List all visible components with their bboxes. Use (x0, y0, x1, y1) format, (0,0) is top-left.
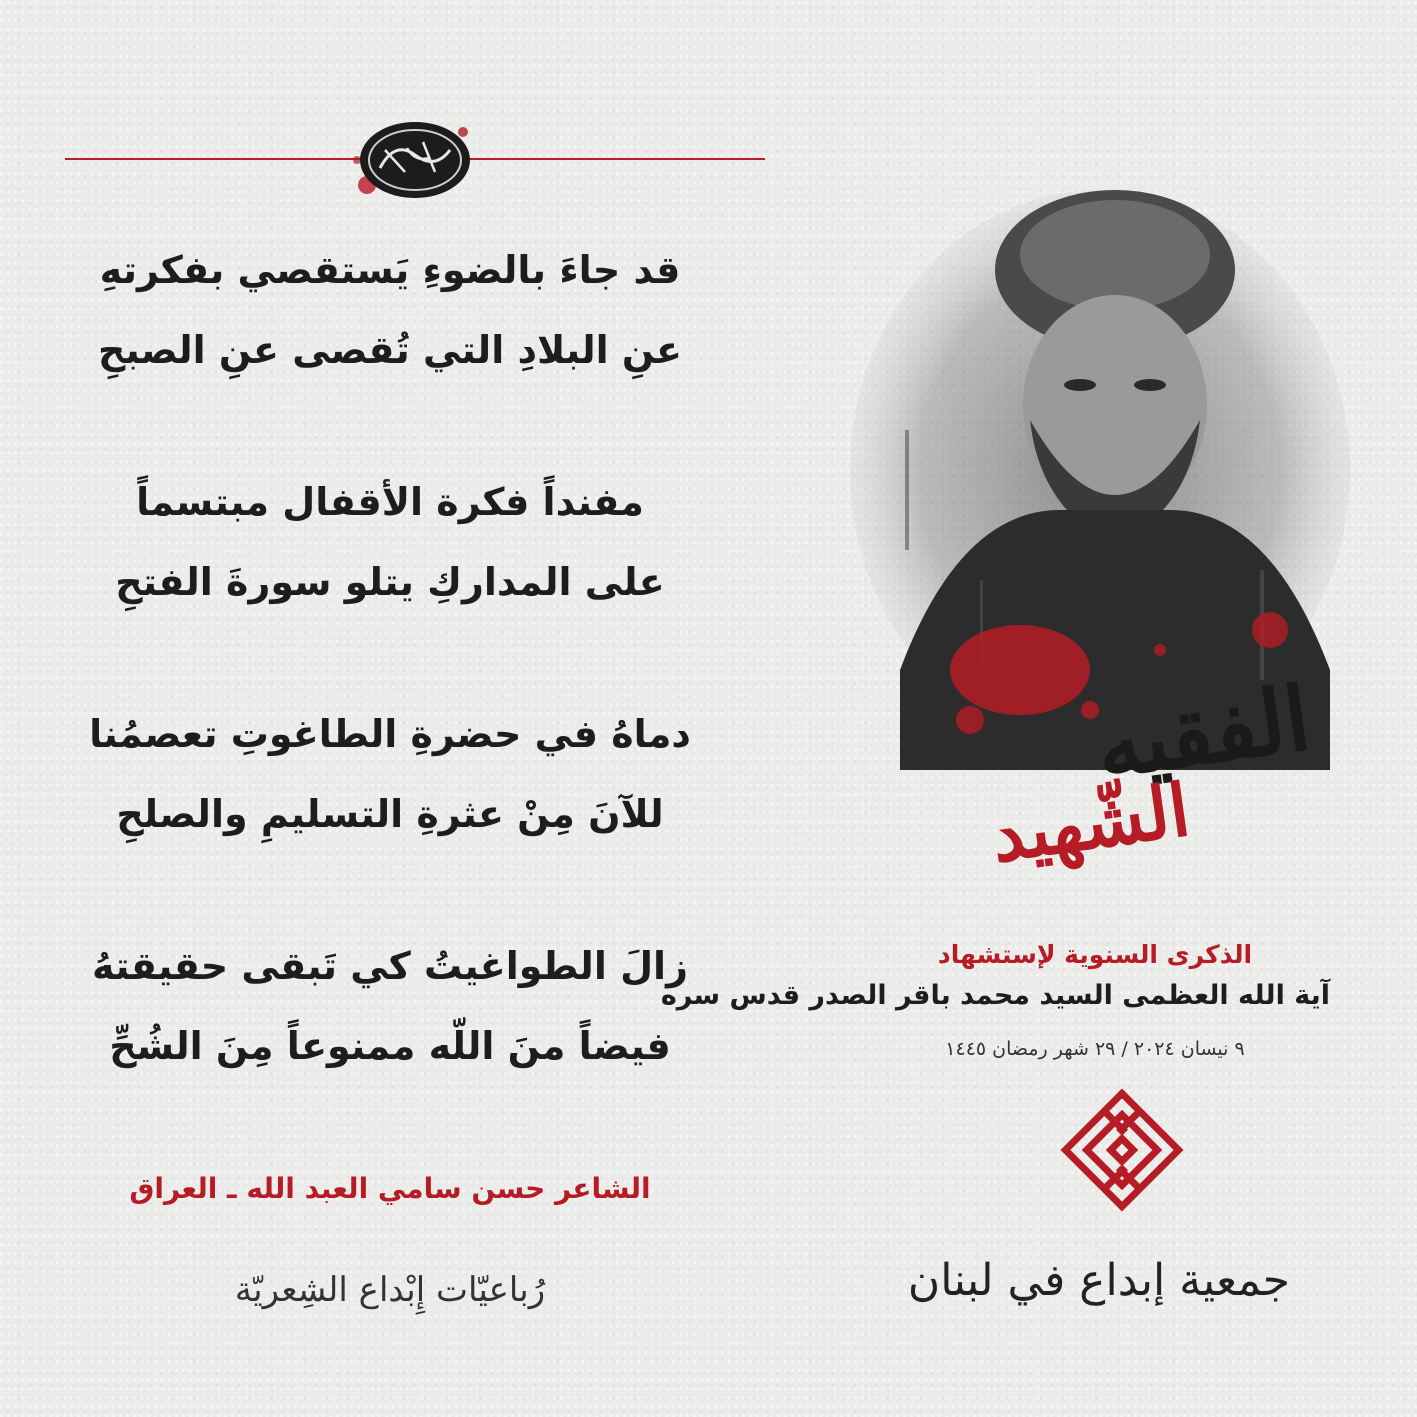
stanza-3 (60, 694, 720, 854)
verse: على المداركِ يتلو سورةَ الفتحِ (115, 560, 665, 604)
honoree-name: آية الله العظمى السيد محمد باقر الصدر قدس سره (660, 980, 1330, 1011)
society-logo: جمعية إبداع في لبنان (907, 1255, 1290, 1306)
verse: فيضاً منَ اللّه ممنوعاً مِنَ الشُحِّ (109, 1024, 671, 1068)
kufic-emblem-icon (1057, 1085, 1187, 1215)
main-title (880, 640, 1340, 879)
anniversary-label: الذكرى السنوية لإستشهاد (937, 940, 1253, 969)
verse: عنِ البلادِ التي تُقصى عنِ الصبحِ (97, 328, 682, 372)
verse: دماهُ في حضرةِ الطاغوتِ تعصمُنا (89, 712, 691, 756)
event-date: ٩ نيسان ٢٠٢٤ / ٢٩ شهر رمضان ١٤٤٥ (945, 1038, 1245, 1060)
verse: زالَ الطواغيتُ كي تَبقى حقيقتهُ (92, 944, 688, 988)
poet-credit: الشاعر حسن سامي العبد الله ـ العراق (129, 1172, 651, 1205)
title-line-1: الفقيه (1089, 665, 1317, 799)
stanza-2 (60, 462, 720, 622)
verse: مفنداً فكرة الأقفال مبتسماً (136, 480, 644, 524)
verse: للآنَ مِنْ عثرةِ التسليمِ والصلحِ (116, 792, 664, 836)
title-line-2: الشّهيد (986, 766, 1195, 879)
calligraphy-seal-icon (345, 110, 485, 210)
series-title: رُباعيّات إِبْداع الشِعريّة (234, 1270, 546, 1310)
stanza-4 (60, 926, 720, 1086)
verse: قد جاءَ بالضوءِ يَستقصي بفكرتهِ (99, 248, 681, 292)
poem (60, 230, 720, 1158)
stanza-1 (60, 230, 720, 390)
